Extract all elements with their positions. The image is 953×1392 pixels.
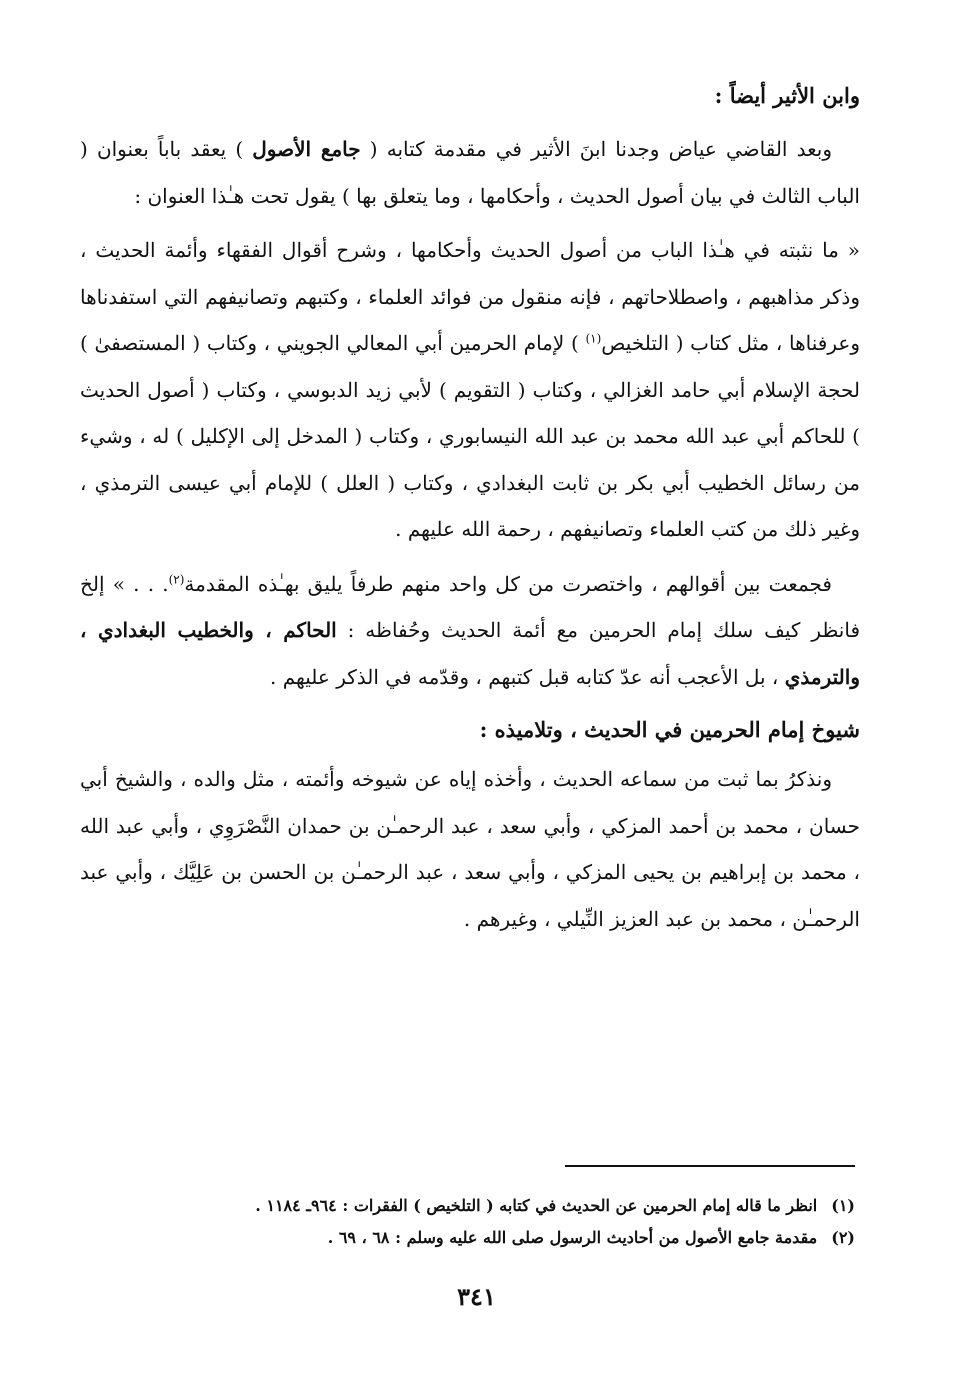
section-heading-teachers: شيوخ إمام الحرمين في الحديث ، وتلاميذه : xyxy=(479,717,860,742)
quote-part-2: ) لإمام الحرمين أبي المعالي الجويني ، وكتاب ( المستصفىٰ ) لحجة الإسلام أبي حامد الغزالي ، وكتاب ( التقويم ) لأبي زيد الدبوسي ، وكتاب ( أصول الحديث ) للحاكم أبي عبد الله محمد بن عبد الله النيسابوري ، وكتاب ( المدخل إلى الإكليل ) له ، وشيء من رسائل الخطيب أبي بكر بن ثابت البغدادي ، وكتاب ( العلل ) للإمام أبي عيسى الترمذي ، وغير ذلك من كتب العلماء وتصانيفهم ، رحمة الله عليهم . xyxy=(80,331,860,541)
paragraph-intro-before: وبعد القاضي عياض وجدنا ابنَ الأثير في مقدمة كتابه ( xyxy=(360,137,832,161)
footnote-1 xyxy=(95,1190,855,1222)
quote-part-1: « ما نثبته في هـٰذا الباب من أصول الحديث وأحكامها ، وشرح أقوال الفقهاء وأئمة الحديث ، وذكر مذاهبهم ، واصطلاحاتهم ، فإنه منقول من فوائد العلماء ، وكتبهم وتصانيفهم التي استفدناها وعرفناها ، مثل كتاب ( التلخيص xyxy=(80,238,860,355)
paragraph-intro-after: ) يعقد باباً بعنوان ( الباب الثالث في بيان أصول الحديث ، وأحكامها ، وما يتعلق بها ) يقول تحت هـٰذا العنوان : xyxy=(80,137,860,208)
paragraph-quote xyxy=(80,227,860,553)
footnote-divider xyxy=(565,1165,855,1167)
footnote-number: (٢) xyxy=(831,1228,855,1247)
footnote-number: (١) xyxy=(831,1196,855,1215)
page-number: ٣٤١ xyxy=(457,1282,496,1311)
commentary-part-1: فجمعت بين أقوالهم ، واختصرت من كل واحد منهم طرفاً يليق بهـٰذه المقدمة xyxy=(184,571,832,596)
footnote-text: انظر ما قاله إمام الحرمين عن الحديث في كتابه ( التلخيص ) الفقرات : ٩٦٤ـ ١١٨٤ . xyxy=(255,1196,818,1215)
footnotes xyxy=(95,1190,855,1254)
commentary-part-2: . . . » إلخ فانظر كيف سلك إمام الحرمين مع أئمة الحديث وحُفاظه : xyxy=(80,571,861,642)
book-title-jami-al-usul: جامع الأصول xyxy=(252,137,361,161)
bold-scholar-names: الحاكم ، والخطيب البغدادي ، والترمذي xyxy=(80,618,860,689)
commentary-part-3: ، بل الأعجب أنه عدّ كتابه قبل كتبهم ، وقدّمه في الذكر عليهم . xyxy=(270,664,785,689)
section-heading-ibn-al-athir: وابن الأثير أيضاً : xyxy=(714,83,860,108)
page-body xyxy=(80,78,860,942)
footnote-ref-2: (٢) xyxy=(168,571,185,586)
paragraph-commentary xyxy=(80,561,860,701)
footnote-ref-1: (١) xyxy=(585,331,602,346)
paragraph-teachers: ونذكرُ بما ثبت من سماعه الحديث ، وأخذه إياه عن شيوخه وأئمته ، مثل والده ، والشيخ أبي حسان ، محمد بن أحمد المزكي ، وأبي سعد ، عبد الرحمـٰن بن حمدان النَّصْرَوِي ، وأبي عبد الله ، محمد بن إبراهيم بن يحيى المزكي ، وأبي سعد ، عبد الرحمـٰن بن الحسن بن عَلِيَّك ، وأبي عبد الرحمـٰن ، محمد بن عبد العزيز النِّيلي ، وغيرهم . xyxy=(80,767,860,931)
footnote-2 xyxy=(95,1222,855,1254)
paragraph-intro xyxy=(80,126,860,219)
footnote-text: مقدمة جامع الأصول من أحاديث الرسول صلى الله عليه وسلم : ٦٨ ، ٦٩ . xyxy=(327,1228,818,1247)
